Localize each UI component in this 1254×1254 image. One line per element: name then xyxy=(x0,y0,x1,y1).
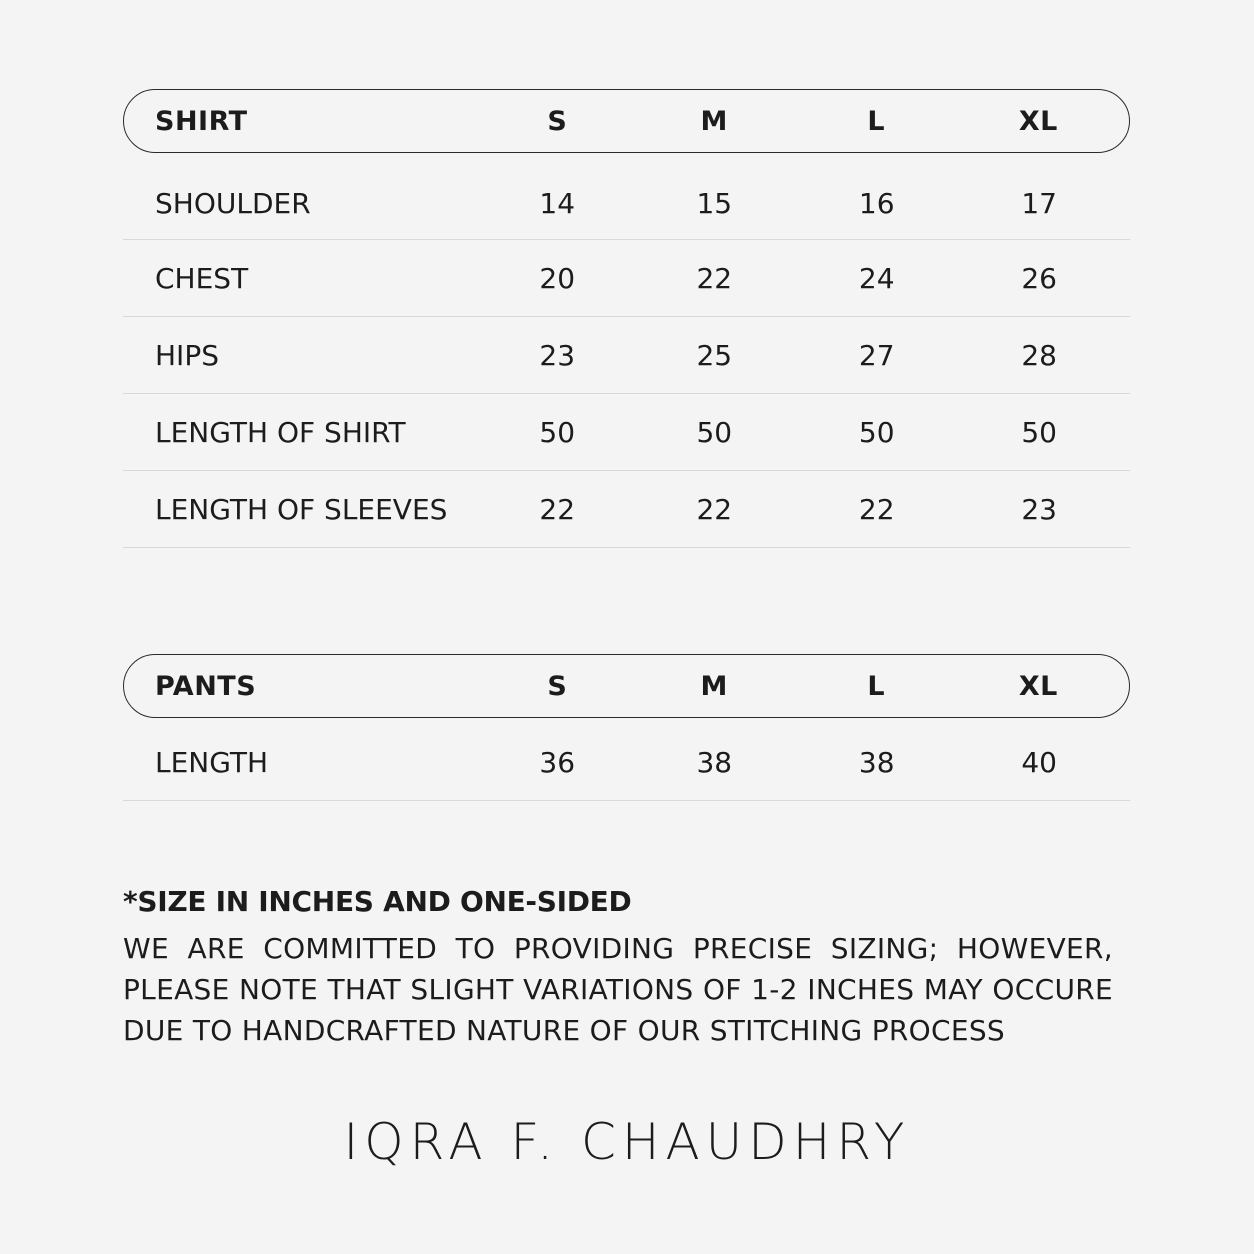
value-m: 15 xyxy=(696,187,733,220)
brand-logo-text: IQRA F. CHAUDHRY xyxy=(343,1113,911,1171)
value-xl: 50 xyxy=(1021,415,1057,449)
note-body: WE ARE COMMITTED TO PROVIDING PRECISE SIZING; HOWEVER, PLEASE NOTE THAT SLIGHT VARIATIONS OF 1-2 INCHES MAY OCCURE DUE TO HANDCRAFTED NATURE OF OUR STITCHING PROCESS xyxy=(123,932,1113,1047)
pants-size-table xyxy=(123,654,1130,801)
value-s: 14 xyxy=(539,187,576,220)
value-l: 16 xyxy=(858,187,895,220)
value-l: 50 xyxy=(858,415,895,449)
size-header-s: S xyxy=(547,105,568,137)
row-label: SHOULDER xyxy=(155,187,311,220)
table-row xyxy=(123,240,1130,317)
size-header-l: L xyxy=(867,105,886,137)
table-row xyxy=(123,471,1130,548)
value-s: 36 xyxy=(539,745,576,779)
size-chart xyxy=(123,89,1130,1051)
pants-table-header xyxy=(123,654,1130,718)
size-header-m: M xyxy=(700,670,728,702)
row-label: HIPS xyxy=(155,338,219,372)
value-m: 38 xyxy=(696,745,733,779)
value-s: 50 xyxy=(539,415,576,449)
value-m: 50 xyxy=(696,415,733,449)
value-l: 24 xyxy=(858,261,895,295)
size-header-l: L xyxy=(867,670,886,702)
sizing-note xyxy=(123,885,1113,1051)
row-label: LENGTH OF SLEEVES xyxy=(155,492,448,526)
value-xl: 23 xyxy=(1021,492,1057,526)
value-l: 22 xyxy=(858,492,895,526)
note-title: *SIZE IN INCHES AND ONE-SIDED xyxy=(123,885,632,918)
shirt-header-label: SHIRT xyxy=(155,105,248,137)
size-header-s: S xyxy=(547,670,568,702)
value-xl: 26 xyxy=(1021,261,1057,295)
shirt-size-table xyxy=(123,89,1130,548)
table-row xyxy=(123,317,1130,394)
table-row xyxy=(123,153,1130,240)
value-m: 22 xyxy=(696,492,733,526)
value-m: 25 xyxy=(696,338,733,372)
pants-header-label: PANTS xyxy=(155,670,257,702)
row-label: LENGTH xyxy=(155,745,269,779)
value-s: 23 xyxy=(539,338,576,372)
value-l: 38 xyxy=(858,745,895,779)
size-header-xl: XL xyxy=(1018,105,1058,137)
size-header-m: M xyxy=(700,105,728,137)
value-xl: 40 xyxy=(1021,745,1057,779)
row-label: CHEST xyxy=(155,261,249,295)
value-xl: 28 xyxy=(1021,338,1057,372)
value-m: 22 xyxy=(696,261,733,295)
value-s: 22 xyxy=(539,492,576,526)
size-header-xl: XL xyxy=(1018,670,1058,702)
value-xl: 17 xyxy=(1021,187,1057,220)
table-row xyxy=(123,394,1130,471)
value-l: 27 xyxy=(858,338,895,372)
shirt-table-header xyxy=(123,89,1130,153)
table-row xyxy=(123,718,1130,801)
value-s: 20 xyxy=(539,261,576,295)
row-label: LENGTH OF SHIRT xyxy=(155,415,406,449)
